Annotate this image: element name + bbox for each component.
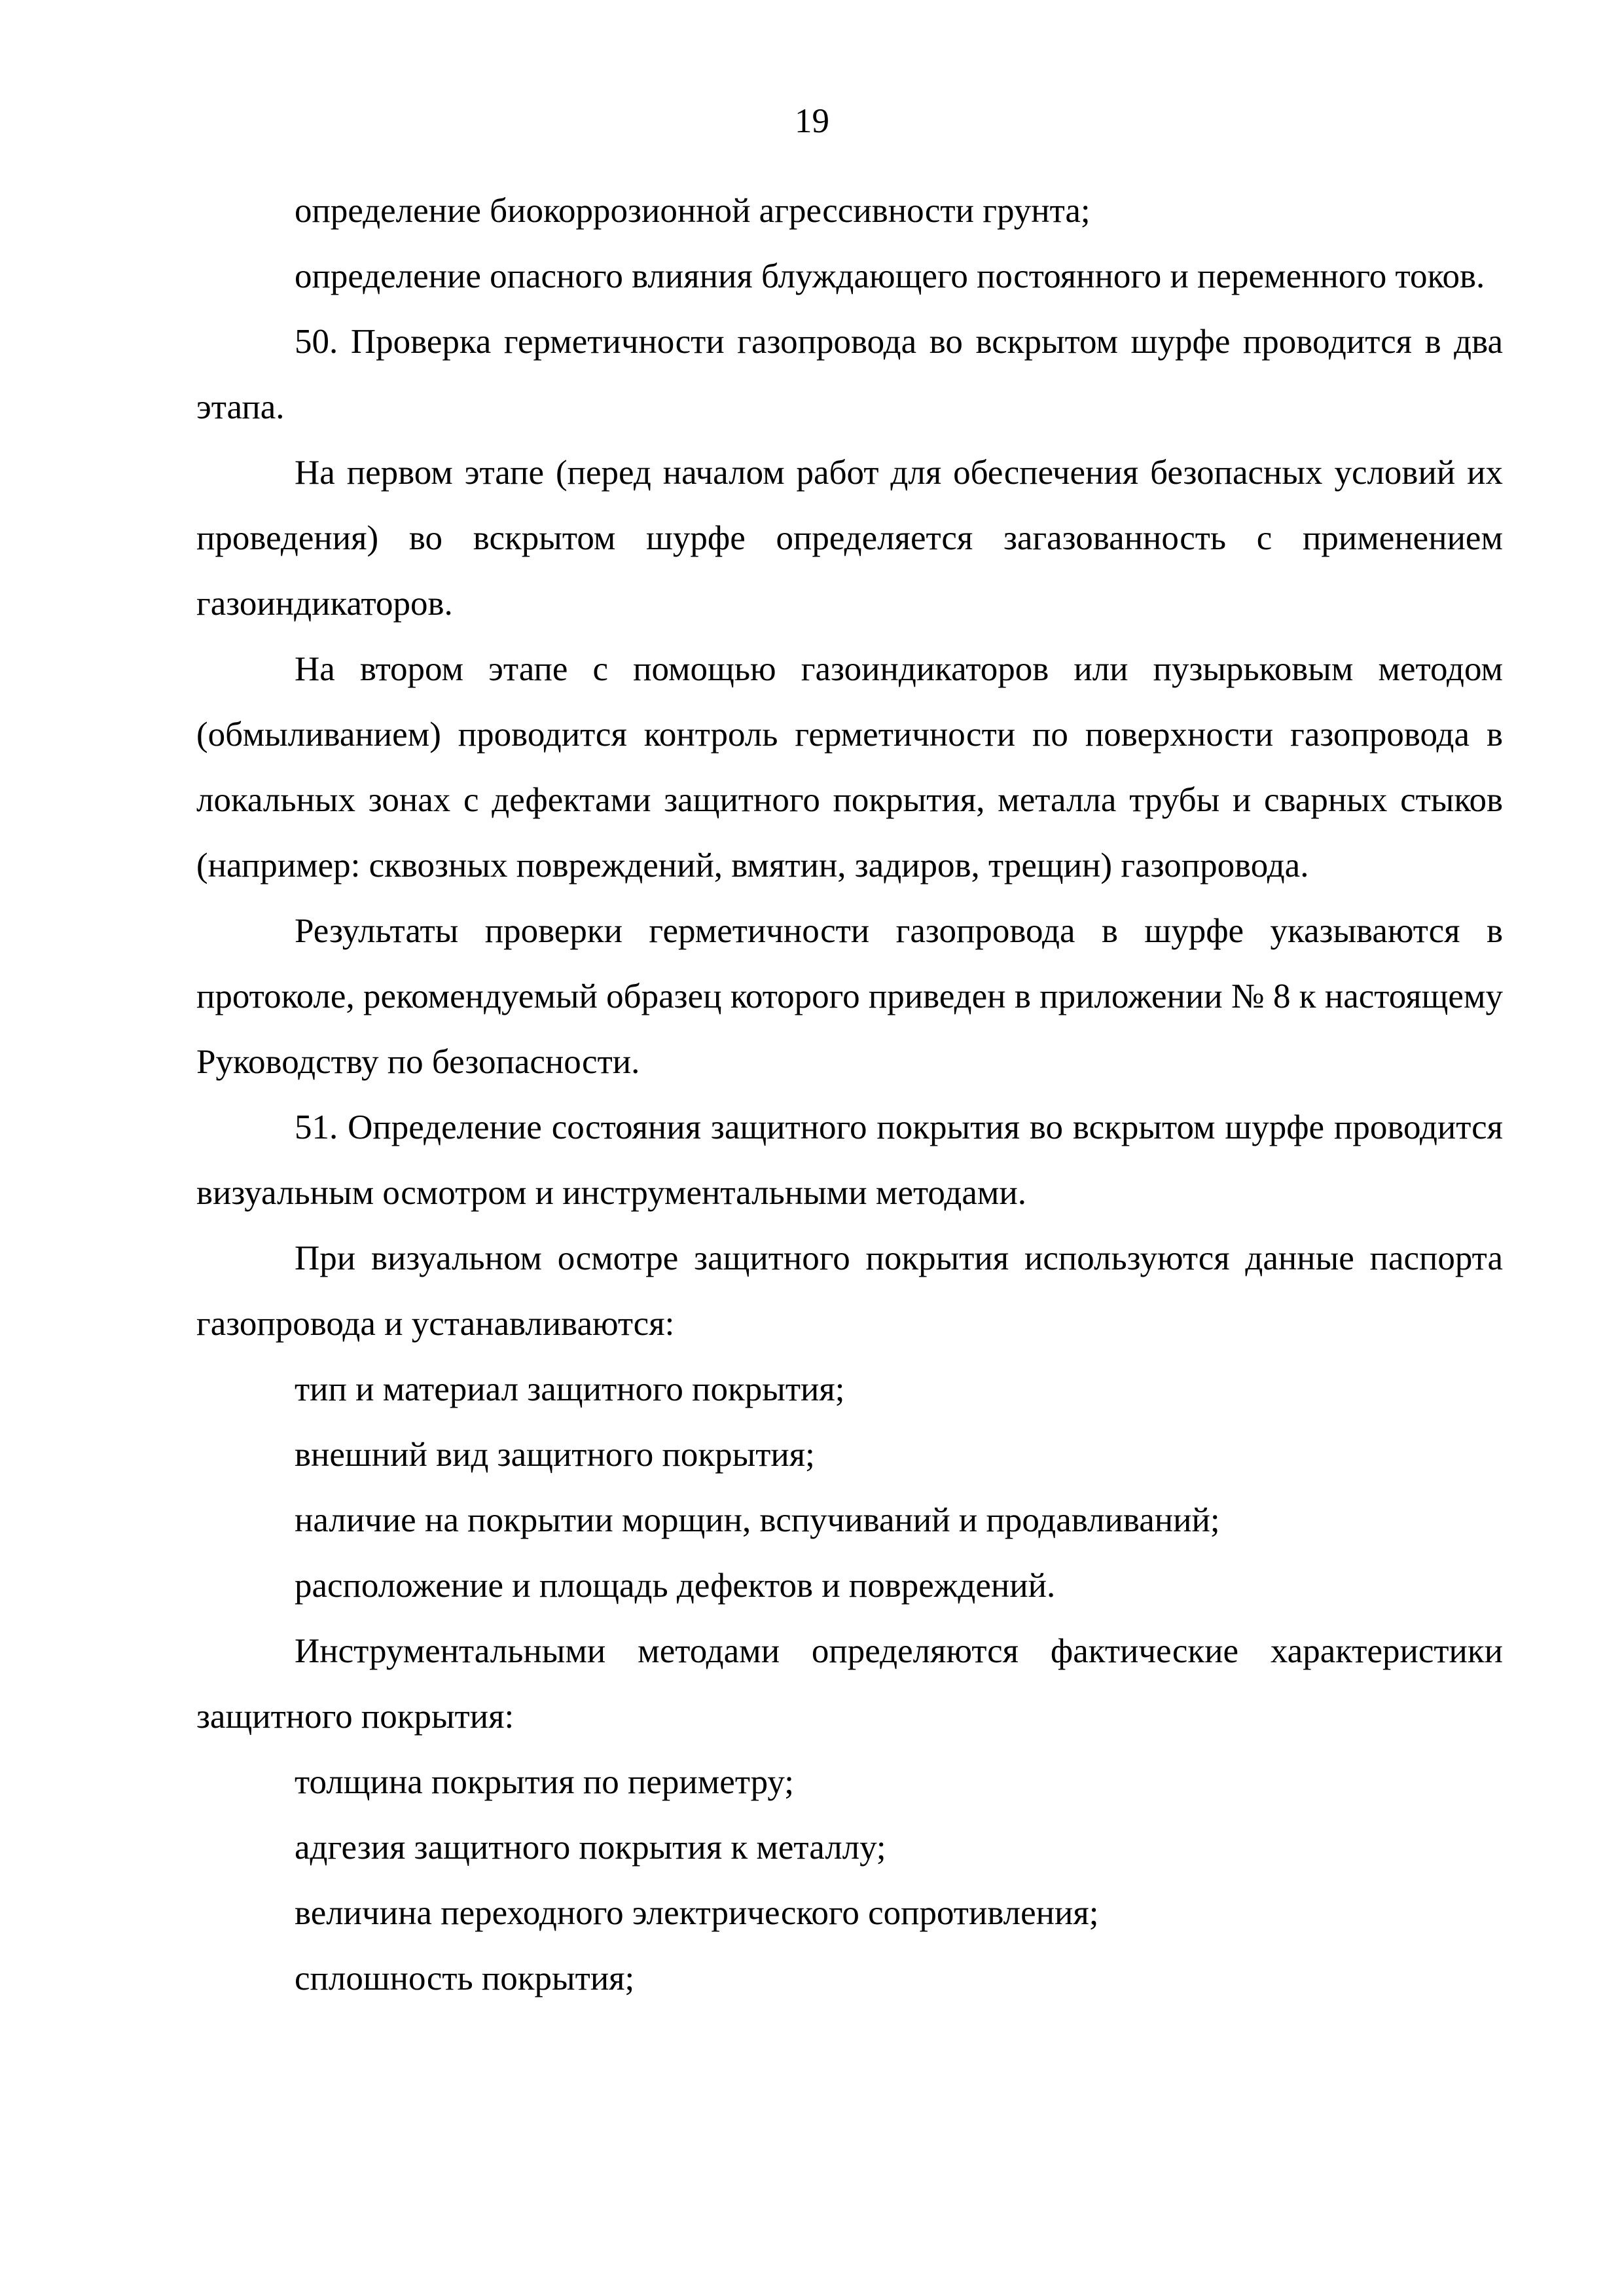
page-number: 19	[795, 102, 829, 140]
list-item: тип и материал защитного покрытия;	[295, 1370, 845, 1408]
paragraph: Инструментальными методами определяются фактические характеристики защитного покрытия:	[196, 1632, 1503, 1736]
document-body	[196, 178, 1503, 2011]
paragraph: 50. Проверка герметичности газопровода во вскрытом шурфе проводится в два этапа.	[196, 323, 1503, 426]
list-item: адгезия защитного покрытия к металлу;	[295, 1829, 886, 1867]
paragraph: определение опасного влияния блуждающего постоянного и переменного токов.	[295, 257, 1485, 295]
list-item: толщина покрытия по периметру;	[295, 1763, 794, 1801]
list-item: расположение и площадь дефектов и повреждений.	[295, 1567, 1056, 1605]
paragraph: Результаты проверки герметичности газопровода в шурфе указываются в протоколе, рекомендуемый образец которого приведен в приложении № 8 к настоящему Руководству по безопасности.	[196, 912, 1503, 1081]
list-item: величина переходного электрического сопротивления;	[295, 1894, 1099, 1932]
paragraph: На втором этапе с помощью газоиндикаторов или пузырьковым методом (обмыливанием) проводится контроль герметичности по поверхности газопровода в локальных зонах с дефектами защитного покрытия, металла трубы и сварных стыков (например: сквозных повреждений, вмятин, задиров, трещин) газопровода.	[196, 650, 1503, 884]
paragraph: При визуальном осмотре защитного покрытия используются данные паспорта газопровода и устанавливаются:	[196, 1239, 1503, 1343]
paragraph: 51. Определение состояния защитного покрытия во вскрытом шурфе проводится визуальным осмотром и инструментальными методами.	[196, 1108, 1503, 1212]
list-item: внешний вид защитного покрытия;	[295, 1436, 815, 1474]
paragraph: определение биокоррозионной агрессивности грунта;	[295, 192, 1091, 230]
paragraph: На первом этапе (перед началом работ для обеспечения безопасных условий их проведения) во вскрытом шурфе определяется загазованность с применением газоиндикаторов.	[196, 454, 1503, 623]
list-item: сплошность покрытия;	[295, 1959, 635, 1997]
list-item: наличие на покрытии морщин, вспучиваний и продавливаний;	[295, 1501, 1220, 1539]
